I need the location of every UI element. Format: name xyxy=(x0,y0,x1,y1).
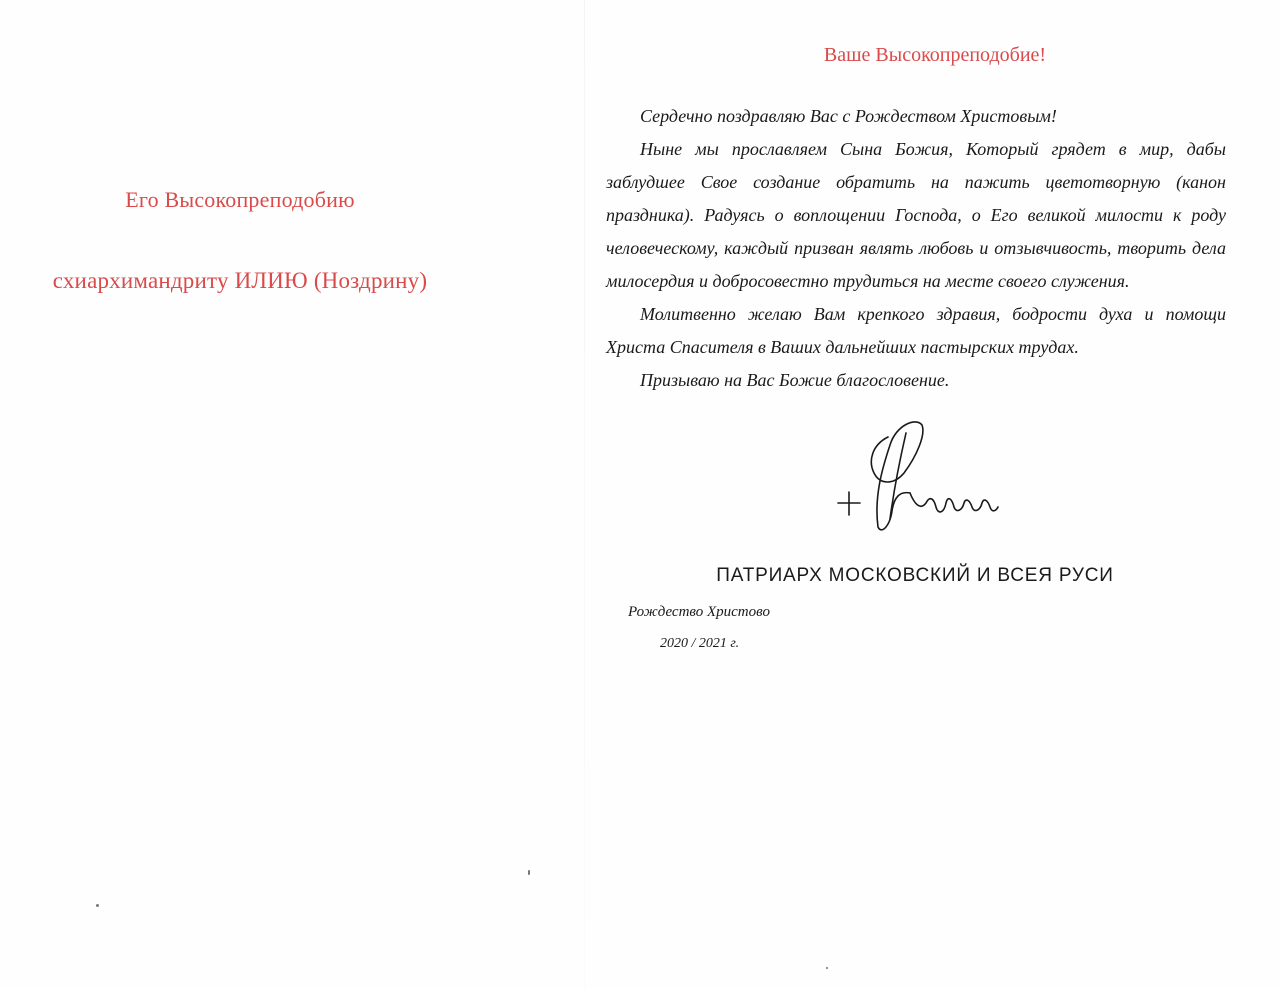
occasion: Рождество Христово xyxy=(628,604,770,620)
letter-paragraph: Ныне мы прославляем Сына Божия, Который грядет в мир, дабы заблудшее Свое создание обратить на пажить цветотворную (канон праздника). Радуясь о воплощении Господа, о Его великой милости к роду человеческому, каждый призван являть любовь и отзывчивость, творить дела милосердия и добросовестно трудиться на месте своего служения. xyxy=(606,139,1226,291)
signatory-title: ПАТРИАРХ МОСКОВСКИЙ И ВСЕЯ РУСИ xyxy=(716,565,1114,586)
scan-speck xyxy=(826,967,828,969)
addressee-title: Его Высокопреподобию xyxy=(125,187,355,212)
letter-paragraph: Сердечно поздравляю Вас с Рождеством Христовым! xyxy=(640,106,1057,126)
scan-speck xyxy=(528,870,530,875)
page-fold xyxy=(584,0,585,989)
addressee-name: схиархимандриту ИЛИЮ (Ноздрину) xyxy=(52,268,428,293)
year: 2020 / 2021 г. xyxy=(660,636,740,651)
salutation: Ваше Высокопреподобие! xyxy=(823,44,1047,66)
letter-paragraph: Молитвенно желаю Вам крепкого здравия, бодрости духа и помощи Христа Спасителя в Ваших дальнейших пастырских трудах. xyxy=(606,304,1226,357)
letter-paragraph: Призываю на Вас Божие благословение. xyxy=(640,370,950,390)
signature-icon xyxy=(830,415,1010,545)
letter-body xyxy=(606,100,1226,397)
scan-speck xyxy=(96,904,99,907)
